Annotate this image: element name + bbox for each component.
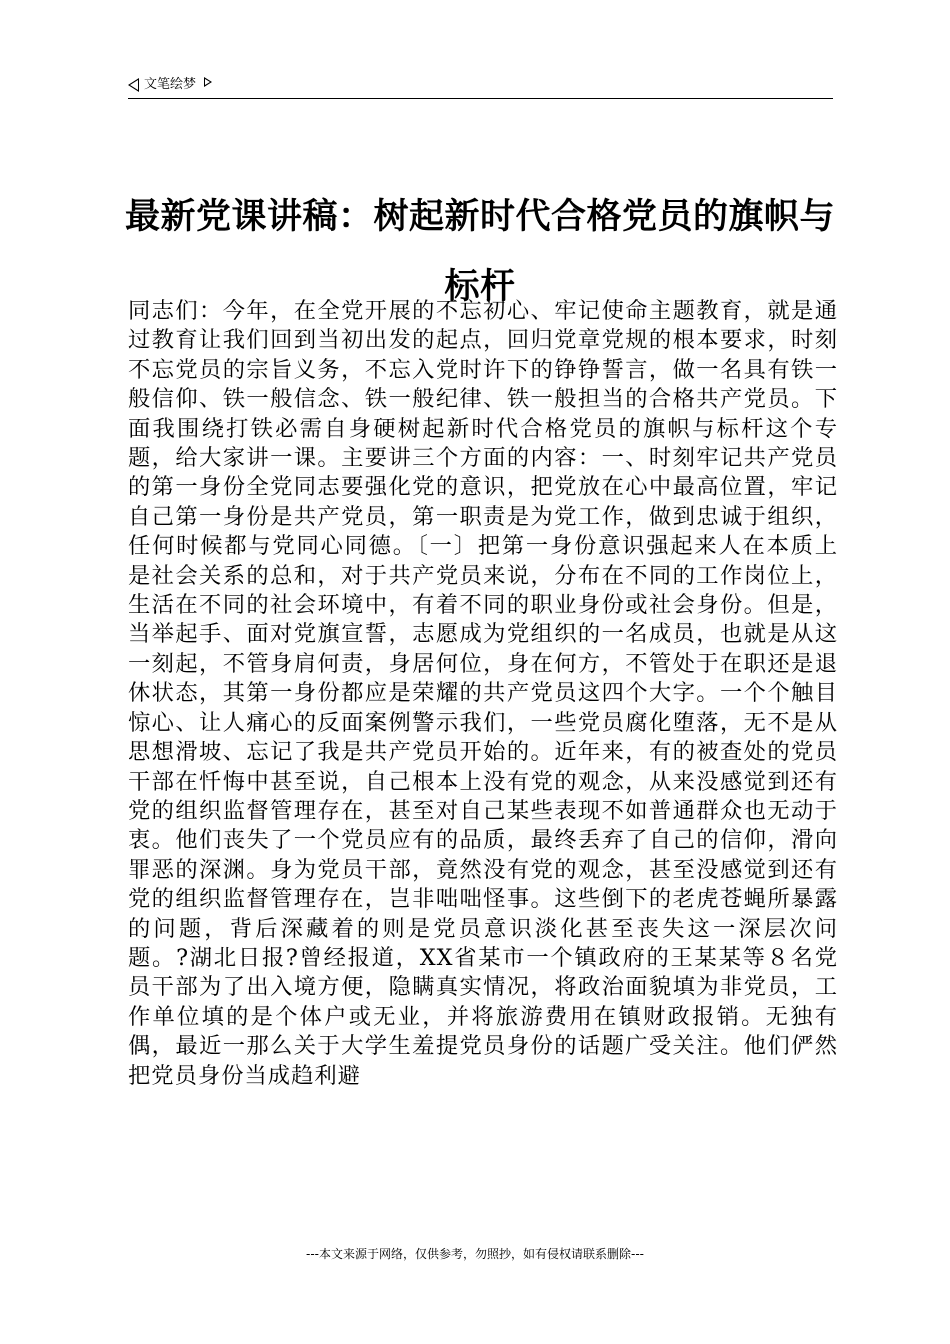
page-header [128, 74, 833, 99]
document-body: 同志们：今年，在全党开展的不忘初心、牢记使命主题教育，就是通过教育让我们回到当初出发的起点，回归党章党规的根本要求，时刻不忘党员的宗旨义务，不忘入党时许下的铮铮誓言，做一名具有铁一般信仰、铁一般信念、铁一般纪律、铁一般担当的合格共产党员。下面我围绕打铁必需自身硬树起新时代合格党员的旗帜与标杆这个专题，给大家讲一课。主要讲三个方面的内容：一、时刻牢记共产党员的第一身份全党同志要强化党的意识，把党放在心中最高位置，牢记自己第一身份是共产党员，第一职责是为党工作，做到忠诚于组织，任何时候都与党同心同德。〔一〕把第一身份意识强起来人在本质上是社会关系的总和，对于共产党员来说，分布在不同的工作岗位上，生活在不同的社会环境中，有着不同的职业身份或社会身份。但是，当举起手、面对党旗宣誓，志愿成为党组织的一名成员，也就是从这一刻起，不管身肩何责，身居何位，身在何方，不管处于在职还是退休状态，其第一身份都应是荣耀的共产党员这四个大字。一个个触目惊心、让人痛心的反面案例警示我们，一些党员腐化堕落，无不是从思想滑坡、忘记了我是共产党员开始的。近年来，有的被查处的党员干部在忏悔中甚至说，自己根本上没有党的观念，从来没感觉到还有党的组织监督管理存在，甚至对自己某些表现不如普通群众也无动于衷。他们丧失了一个党员应有的品质，最终丢弃了自己的信仰，滑向罪恶的深渊。身为党员干部，竟然没有党的观念，甚至没感觉到还有党的组织监督管理存在，岂非咄咄怪事。这些倒下的老虎苍蝇所暴露的问题，背后深藏着的则是党员意识淡化甚至丧失这一深层次问题。?湖北日报?曾经报道，XX省某市一个镇政府的王某某等８名党员干部为了出入境方便，隐瞒真实情况，将政治面貌填为非党员，工作单位填的是个体户或无业，并将旅游费用在镇财政报销。无独有偶，最近一那么关于大学生羞提党员身份的话题广受关注。他们俨然把党员身份当成趋利避 [128, 298, 838, 1089]
header-brand [128, 74, 212, 96]
brand-label: 文笔绘梦 [144, 77, 197, 92]
footer-notice: ---本文来源于网络，仅供参考，勿照抄，如有侵权请联系删除--- [306, 1247, 644, 1261]
document-title: 最新党课讲稿：树起新时代合格党员的旗帜与标杆 [124, 197, 835, 307]
triangle-right-icon [204, 77, 212, 87]
triangle-left-icon [128, 78, 139, 92]
